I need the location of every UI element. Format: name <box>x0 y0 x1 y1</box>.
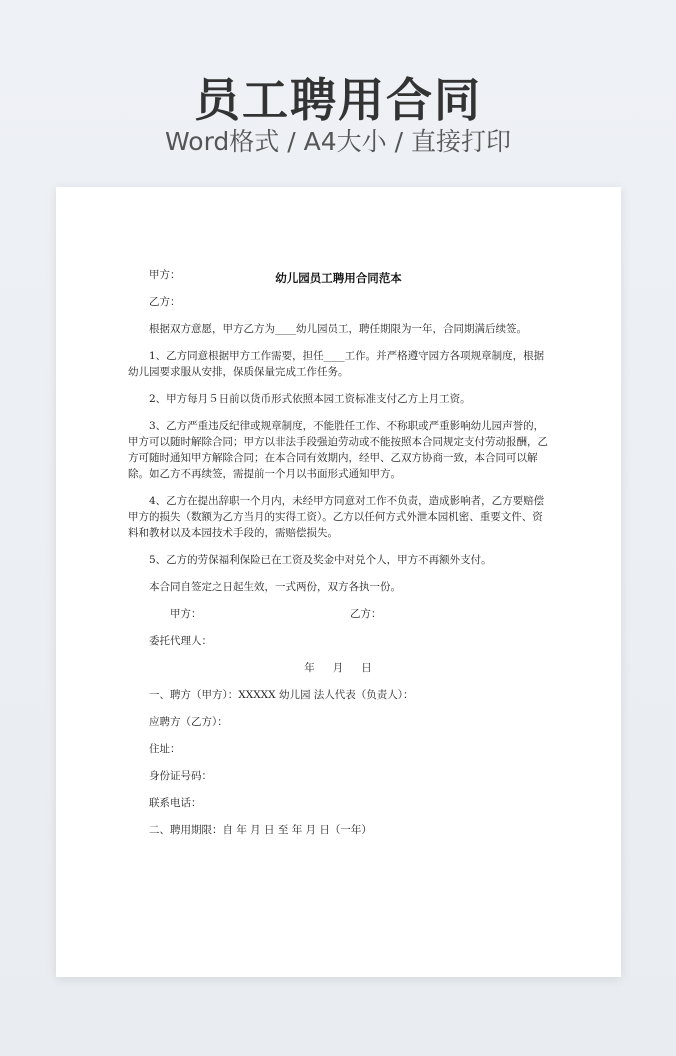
employer-line: 一、聘方（甲方）：XXXXX 幼儿园 法人代表（负责人）： <box>149 689 414 701</box>
phone-line: 联系电话： <box>149 797 202 809</box>
id-number-line: 身份证号码： <box>149 770 212 782</box>
clause-1: 1、乙方同意根据甲方工作需要，担任____工作。并严格遵守园方各项规章制度，根据幼儿园要求服从安排，保质保量完成工作任务。 <box>128 350 545 378</box>
effective-clause: 本合同自签定之日起生效，一式两份，双方各执一份。 <box>149 581 401 593</box>
sign-party-a: 甲方： <box>170 608 202 620</box>
page-subtitle: Word格式 / A4大小 / 直接打印 <box>165 127 511 156</box>
employee-line: 应聘方（乙方）： <box>149 716 228 728</box>
clause-5: 5、乙方的劳保福利保险已在工资及奖金中对兑个人，甲方不再额外支付。 <box>149 554 492 566</box>
signature-line <box>128 606 548 622</box>
date-day: 日 <box>361 662 372 674</box>
document-page <box>56 187 621 977</box>
page-title: 员工聘用合同 <box>194 73 482 127</box>
clause-4: 4、乙方在提出辞职一个月内，未经甲方同意对工作不负责，造成影响者，乙方要赔偿甲方的损失（数额为乙方当月的实得工资）。乙方以任何方式外泄本园机密、重要文件、资料和教材以及本园技术手段的，需赔偿损失。 <box>128 495 545 539</box>
date-year: 年 <box>304 662 315 674</box>
date-month: 月 <box>332 662 344 674</box>
clause-3: 3、乙方严重违反纪律或规章制度，不能胜任工作、不称职或严重影响幼儿园声誉的，甲方可以随时解除合同；甲方以非法手段强迫劳动或不能按照本合同规定支付劳动报酬，乙方可随时通知甲方解除合同；在本合同有效期内，经甲、乙双方协商一致，本合同可以解除。如乙方不再续签，需提前一个月以书面形式通知甲方。 <box>128 420 548 480</box>
address-line: 住址： <box>149 743 181 755</box>
document-body <box>128 267 548 849</box>
intro-paragraph: 根据双方意愿，甲方乙方为____幼儿园员工，聘任期限为一年，合同期满后续签。 <box>149 323 527 335</box>
agent-line: 委托代理人： <box>149 635 212 647</box>
party-a-line: 甲方： <box>149 269 181 281</box>
term-line: 二、聘用期限：自 年 月 日 至 年 月 日（一年） <box>149 824 372 836</box>
sign-party-b: 乙方： <box>350 608 382 620</box>
party-b-line: 乙方： <box>149 296 181 308</box>
clause-2: 2、甲方每月５日前以货币形式依照本园工资标准支付乙方上月工资。 <box>149 393 471 405</box>
date-line <box>128 660 548 676</box>
document-title: 幼儿园员工聘用合同范本 <box>275 271 402 285</box>
